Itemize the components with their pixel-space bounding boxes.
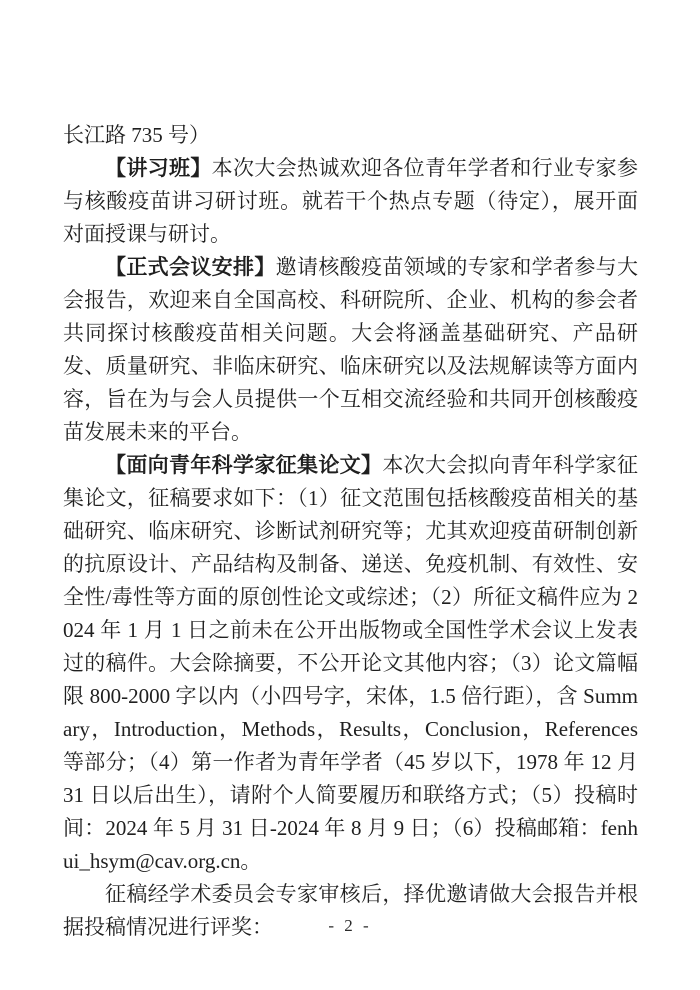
document-body <box>63 119 638 944</box>
paragraph <box>63 449 638 878</box>
paragraph <box>63 251 638 449</box>
paragraph-text: 征稿经学术委员会专家审核后，择优邀请做大会报告并根据投稿情况进行评奖： <box>63 882 638 939</box>
section-label: 【面向青年科学家征集论文】 <box>105 453 383 477</box>
paragraph-text: 本次大会拟向青年科学家征集论文，征稿要求如下：（1）征文范围包括核酸疫苗相关的基础研究、临床研究、诊断试剂研究等；尤其欢迎疫苗研制创新的抗原设计、产品结构及制备、递送、免疫机制、有效性、安全性/毒性等方面的原创性论文或综述；（2）所征文稿件应为 2024 年 1 月 1 日之前未在公开出版物或全国性学术会议上发表过的稿件。大会除摘要，不公开论文其他内容；（3）论文篇幅限 800-2000 字以内（小四号字，宋体，1.5 倍行距），含 Summary，Introduction，Methods，Results，Conclusion，References 等部分；（4）第一作者为青年学者（45 岁以下，1978 年 12 月 31 日以后出生），请附个人简要履历和联络方式；（5）投稿时间：2024 年 5 月 31 日-2024 年 8 月 9 日；（6）投稿邮箱：fenhui_hsym@cav.org.cn。 <box>63 453 639 873</box>
paragraph-text: 邀请核酸疫苗领域的专家和学者参与大会报告，欢迎来自全国高校、科研院所、企业、机构的参会者共同探讨核酸疫苗相关问题。大会将涵盖基础研究、产品研发、质量研究、非临床研究、临床研究以及法规解读等方面内容，旨在为与会人员提供一个互相交流经验和共同开创核酸疫苗发展未来的平台。 <box>63 255 639 444</box>
paragraph-text: 长江路 735 号） <box>63 123 210 147</box>
paragraph-text: 本次大会热诚欢迎各位青年学者和行业专家参与核酸疫苗讲习研讨班。就若干个热点专题（待定），展开面对面授课与研讨。 <box>63 156 639 246</box>
paragraph <box>63 119 638 152</box>
section-label: 【讲习班】 <box>105 156 212 180</box>
section-label: 【正式会议安排】 <box>105 255 276 279</box>
page-number: - 2 - <box>328 916 372 935</box>
paragraph <box>63 152 638 251</box>
